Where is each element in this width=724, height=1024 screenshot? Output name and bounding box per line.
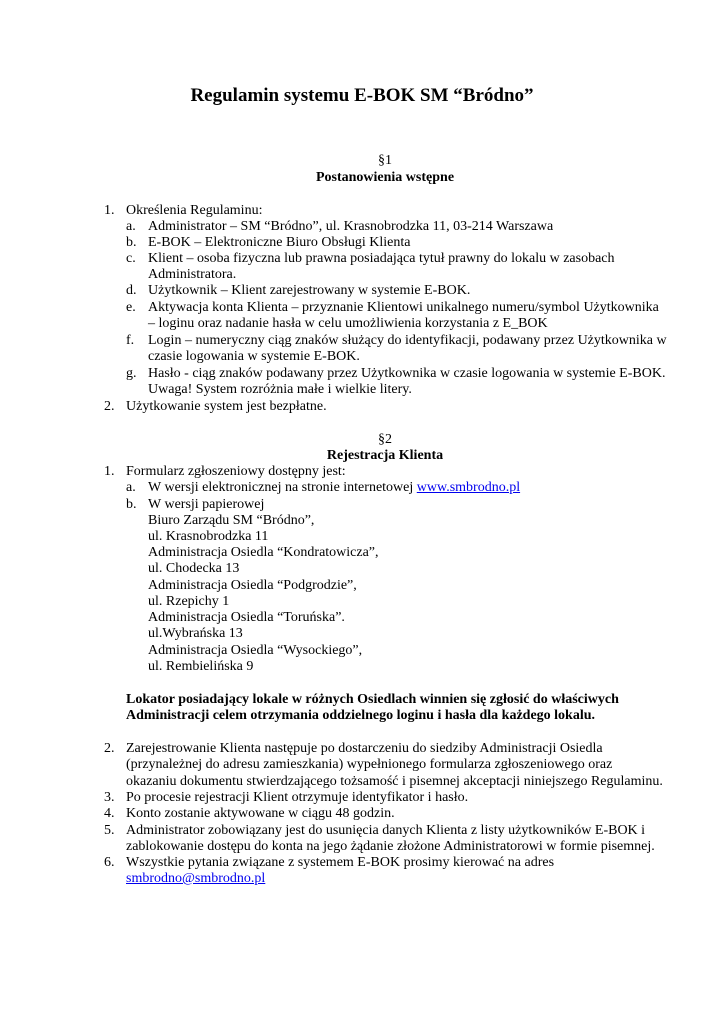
- list-number: 2.: [104, 399, 115, 414]
- definition-uzytkownik: Użytkownik – Klient zarejestrowany w systemie E-BOK.: [148, 283, 471, 298]
- definition-login: Login – numeryczny ciąg znaków służący do identyfikacji, podawany przez Użytkownika w: [148, 333, 667, 348]
- list-item: Zarejestrowanie Klienta następuje po dostarczeniu do siedziby Administracji Osiedla: [126, 741, 603, 756]
- list-number: 5.: [104, 823, 115, 838]
- notice-line: Lokator posiadający lokale w różnych Osiedlach winnien się zgłosić do właściwych: [126, 692, 619, 707]
- list-item-cont: (przynależnej do adresu zamieszkania) wypełnionego formularza zgłoszeniowego oraz: [126, 757, 613, 772]
- section-2-heading: Rejestracja Klienta: [326, 448, 444, 463]
- section-2-symbol: §2: [378, 432, 392, 447]
- section-1-symbol: §1: [378, 153, 392, 168]
- definition-login-cont: czasie logowania w systemie E-BOK.: [148, 349, 360, 364]
- definition-ebok: E-BOK – Elektroniczne Biuro Obsługi Klienta: [148, 235, 411, 250]
- address-line: Administracja Osiedla “Kondratowicza”,: [148, 545, 379, 560]
- list-item: Określenia Regulaminu:: [126, 203, 263, 218]
- definition-haslo-cont: Uwaga! System rozróżnia małe i wielkie litery.: [148, 382, 412, 397]
- definition-aktywacja-cont: – loginu oraz nadanie hasła w celu umożliwienia korzystania z E_BOK: [148, 316, 548, 331]
- sub-letter: g.: [126, 366, 137, 381]
- paper-form-label: W wersji papierowej: [148, 497, 265, 512]
- address-line: ul. Rembielińska 9: [148, 659, 254, 674]
- list-number: 6.: [104, 855, 115, 870]
- address-line: Administracja Osiedla “Wysockiego”,: [148, 643, 363, 658]
- list-item: Administrator zobowiązany jest do usunięcia danych Klienta z listy użytkowników E-BOK i: [126, 823, 646, 838]
- sub-letter: a.: [126, 219, 136, 234]
- sub-letter: e.: [126, 300, 136, 315]
- definition-klient-cont: Administratora.: [148, 267, 237, 282]
- website-link[interactable]: www.smbrodno.pl: [416, 480, 521, 495]
- list-item: Użytkowanie system jest bezpłatne.: [126, 399, 327, 414]
- address-line: Administracja Osiedla “Podgrodzie”,: [148, 578, 357, 593]
- list-number: 2.: [104, 741, 115, 756]
- list-item: Formularz zgłoszeniowy dostępny jest:: [126, 464, 346, 479]
- definition-aktywacja: Aktywacja konta Klienta – przyznanie Klientowi unikalnego numeru/symbol Użytkownika: [148, 300, 659, 315]
- definition-haslo: Hasło - ciąg znaków podawany przez Użytkownika w czasie logowania w systemie E-BOK.: [148, 366, 666, 381]
- address-line: ul.Wybrańska 13: [148, 626, 243, 641]
- sub-letter: f.: [126, 333, 135, 348]
- list-item: Wszystkie pytania związane z systemem E-BOK prosimy kierować na adres: [126, 855, 555, 870]
- address-line: Biuro Zarządu SM “Bródno”,: [148, 513, 315, 528]
- list-item: Po procesie rejestracji Klient otrzymuje identyfikator i hasło.: [126, 790, 469, 805]
- address-line: ul. Krasnobrodzka 11: [148, 529, 269, 544]
- list-item-cont: okazaniu dokumentu stwierdzającego tożsamość i pisemnej akceptacji niniejszego Regulaminu.: [126, 774, 663, 789]
- list-number: 1.: [104, 464, 115, 479]
- address-line: ul. Chodecka 13: [148, 561, 240, 576]
- electronic-form-line: [148, 480, 520, 496]
- list-number: 1.: [104, 203, 115, 218]
- definition-administrator: Administrator – SM “Bródno”, ul. Krasnobrodzka 11, 03-214 Warszawa: [148, 219, 554, 234]
- list-number: 4.: [104, 806, 115, 821]
- sub-letter: c.: [126, 251, 136, 266]
- sub-letter: d.: [126, 283, 137, 298]
- section-1-heading: Postanowienia wstępne: [315, 170, 455, 185]
- definition-klient: Klient – osoba fizyczna lub prawna posiadająca tytuł prawny do lokalu w zasobach: [148, 251, 615, 266]
- sub-letter: b.: [126, 497, 137, 512]
- address-line: ul. Rzepichy 1: [148, 594, 230, 609]
- list-number: 3.: [104, 790, 115, 805]
- sub-letter: a.: [126, 480, 136, 495]
- email-link[interactable]: smbrodno@smbrodno.pl: [126, 871, 266, 886]
- notice-line: Administracji celem otrzymania oddzielnego loginu i hasła dla każdego lokalu.: [126, 708, 596, 723]
- address-line: Administracja Osiedla “Toruńska”.: [148, 610, 345, 625]
- sub-letter: b.: [126, 235, 137, 250]
- electronic-form-text: W wersji elektronicznej na stronie internetowej: [148, 480, 417, 495]
- list-item: Konto zostanie aktywowane w ciągu 48 godzin.: [126, 806, 395, 821]
- list-item-cont: zablokowanie dostępu do konta na jego żądanie złożone Administratorowi w formie pisemnej.: [126, 839, 655, 854]
- document-title: Regulamin systemu E-BOK SM “Bródno”: [190, 85, 534, 106]
